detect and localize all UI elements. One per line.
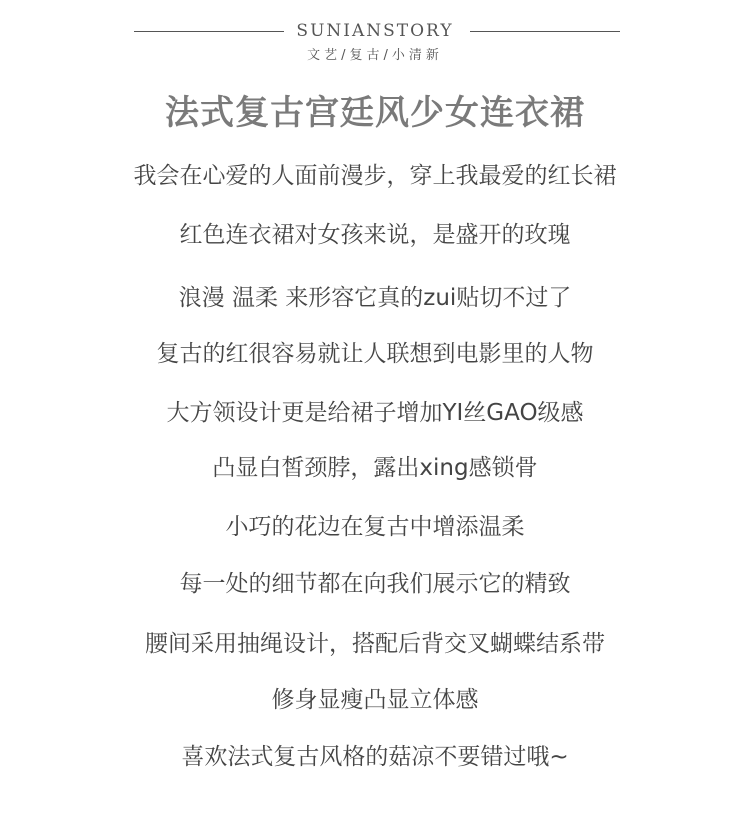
brand-header <box>0 20 750 70</box>
description-line-8: 每一处的细节都在向我们展示它的精致 <box>179 571 571 597</box>
brand-name: SUNIANSTORY <box>296 21 454 41</box>
description-line-1: 我会在心爱的人面前漫步，穿上我最爱的红长裙 <box>133 163 617 189</box>
description-line-11: 喜欢法式复古风格的菇凉不要错过哦~ <box>181 744 569 770</box>
description-line-4: 复古的红很容易就让人联想到电影里的人物 <box>156 341 594 367</box>
brand-tagline: 文艺/复古/小清新 <box>307 48 443 63</box>
description-line-10: 修身显瘦凸显立体感 <box>271 687 479 713</box>
description-line-7: 小巧的花边在复古中增添温柔 <box>225 514 525 540</box>
description-line-5: 大方领设计更是给裙子增加YI丝GAO级感 <box>166 400 584 426</box>
description-line-2: 红色连衣裙对女孩来说，是盛开的玫瑰 <box>179 222 571 248</box>
page-title: 法式复古宫廷风少女连衣裙 <box>165 93 585 133</box>
description-line-3: 浪漫 温柔 来形容它真的zui贴切不过了 <box>178 285 572 311</box>
description-line-9: 腰间采用抽绳设计，搭配后背交叉蝴蝶结系带 <box>145 631 605 657</box>
description-line-6: 凸显白皙颈脖，露出xing感锁骨 <box>212 455 538 481</box>
